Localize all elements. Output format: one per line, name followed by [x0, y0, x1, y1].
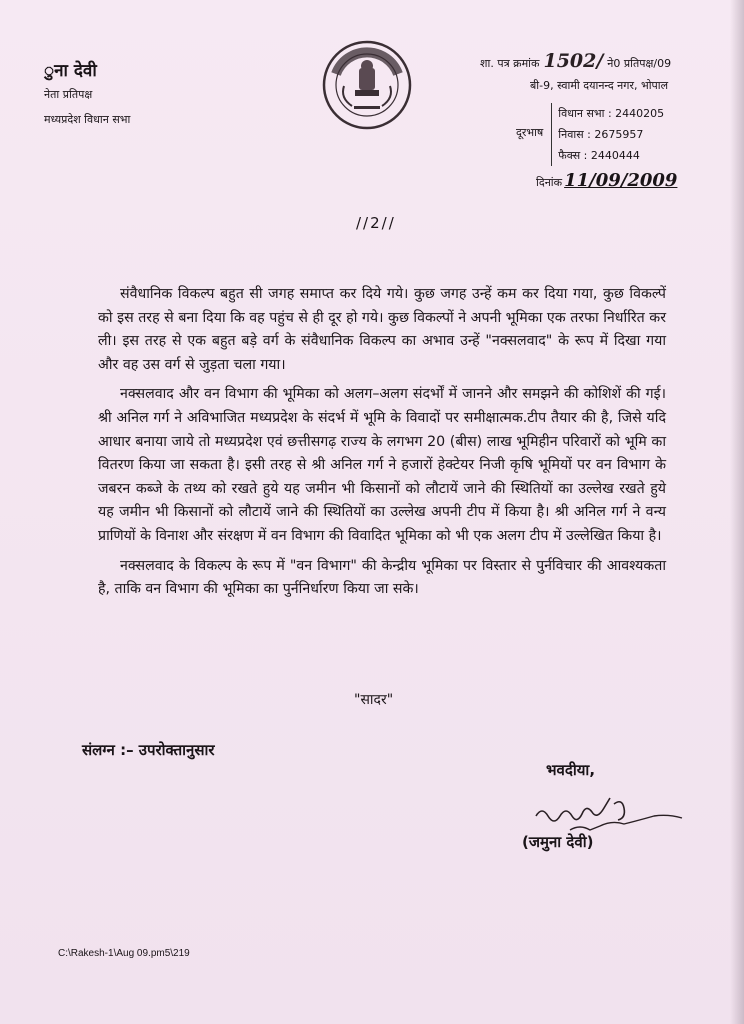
body-paragraph: नक्सलवाद के विकल्प के रूप में "वन विभाग" की केन्द्रीय भूमिका पर विस्तार से पुर्नविचार की आवश्यकता है, ताकि वन विभाग की भूमिका का पुर्ननिर्धारण किया जा सके।	[98, 557, 666, 598]
enclosure-line: संलग्न :– उपरोक्तानुसार	[82, 741, 215, 759]
reference-prefix: शा. पत्र क्रमांक	[480, 57, 540, 70]
file-path-footer: C:\Rakesh-1\Aug 09.pm5\219	[58, 948, 190, 959]
sender-name: ुना देवी	[44, 61, 97, 81]
sender-designation: नेता प्रतिपक्ष	[44, 88, 93, 101]
phone-item: विधान सभा : 2440205	[558, 107, 665, 120]
date-label: दिनांक	[536, 176, 563, 189]
body-paragraph: नक्सलवाद और वन विभाग की भूमिका को अलग–अलग संदर्भों में जानने और समझने की कोशिशें की गई। श्री अनिल गर्ग ने अविभाजित मध्यप्रदेश के संदर्भ में भूमि के विवादों पर समीक्षात्मक.टीप तैयार की है, जिसे यदि आधार बनाया जाये तो मध्यप्रदेश एवं छत्तीसगढ़ राज्य के लगभग 20 (बीस) लाख भूमिहीन परिवारों को भूमि का वितरण किया जा सकता है। इसी तरह से श्री अनिल गर्ग ने हजारों हेक्टेयर निजी कृषि भूमियों पर वन विभाग के जबरन कब्जे के तथ्य को रखते हुये यह जमीन भी किसानों को लौटायें जाने की स्थितियों का उल्लेख रखते हुये यह जमीन भी किसानों को लौटायें जाने की स्थितियों का उल्लेख अपनी टीप में किया है। श्री अनिल गर्ग ने वन्य प्राणियों के विनाश और संरक्षण में वन विभाग की विवादित भूमिका को भी एक अलग टीप में उल्लेखित किया है।	[98, 386, 666, 544]
page-number: //2//	[356, 214, 396, 232]
signatory-name: (जमुना देवी)	[522, 833, 594, 851]
closing-greeting: "सादर"	[354, 692, 394, 708]
sender-block	[44, 58, 130, 127]
phone-label: दूरभाष	[516, 126, 544, 139]
sender-assembly: मध्यप्रदेश विधान सभा	[44, 113, 131, 126]
phone-block	[516, 103, 664, 166]
page-edge-shadow	[730, 0, 744, 1024]
yours-sincerely: भवदीया,	[546, 761, 596, 779]
handwritten-signature-icon	[530, 790, 710, 838]
body-paragraph: संवैधानिक विकल्प बहुत सी जगह समाप्त कर दिये गये। कुछ जगह उन्हें कम कर दिया गया, कुछ विकल्पें को इस तरह से बना दिया कि वह पहुंच से ही दूर हो गये। कुछ विकल्पों ने अपनी भूमिका एक तरफा निर्धारित कर ली। इस तरह से एक बहुत बड़े वर्ग के संवैधानिक विकल्प का अभाव उन्हें "नक्सलवाद" के रूप में दिखा गया और वह उस वर्ग से जुड़ता चला गया।	[98, 286, 666, 373]
reference-block	[480, 50, 730, 93]
assembly-emblem-icon	[322, 40, 412, 130]
date-value: 11/09/2009	[564, 170, 678, 191]
reference-number: 1502/	[543, 50, 604, 72]
letter-body	[98, 283, 666, 608]
date-block	[536, 170, 677, 191]
sender-address: बी-9, स्वामी दयानन्द नगर, भोपाल	[530, 79, 669, 92]
reference-suffix: ने0 प्रतिपक्ष/09	[607, 57, 672, 70]
phone-item: निवास : 2675957	[558, 128, 644, 141]
phone-item: फैक्स : 2440444	[558, 149, 640, 162]
